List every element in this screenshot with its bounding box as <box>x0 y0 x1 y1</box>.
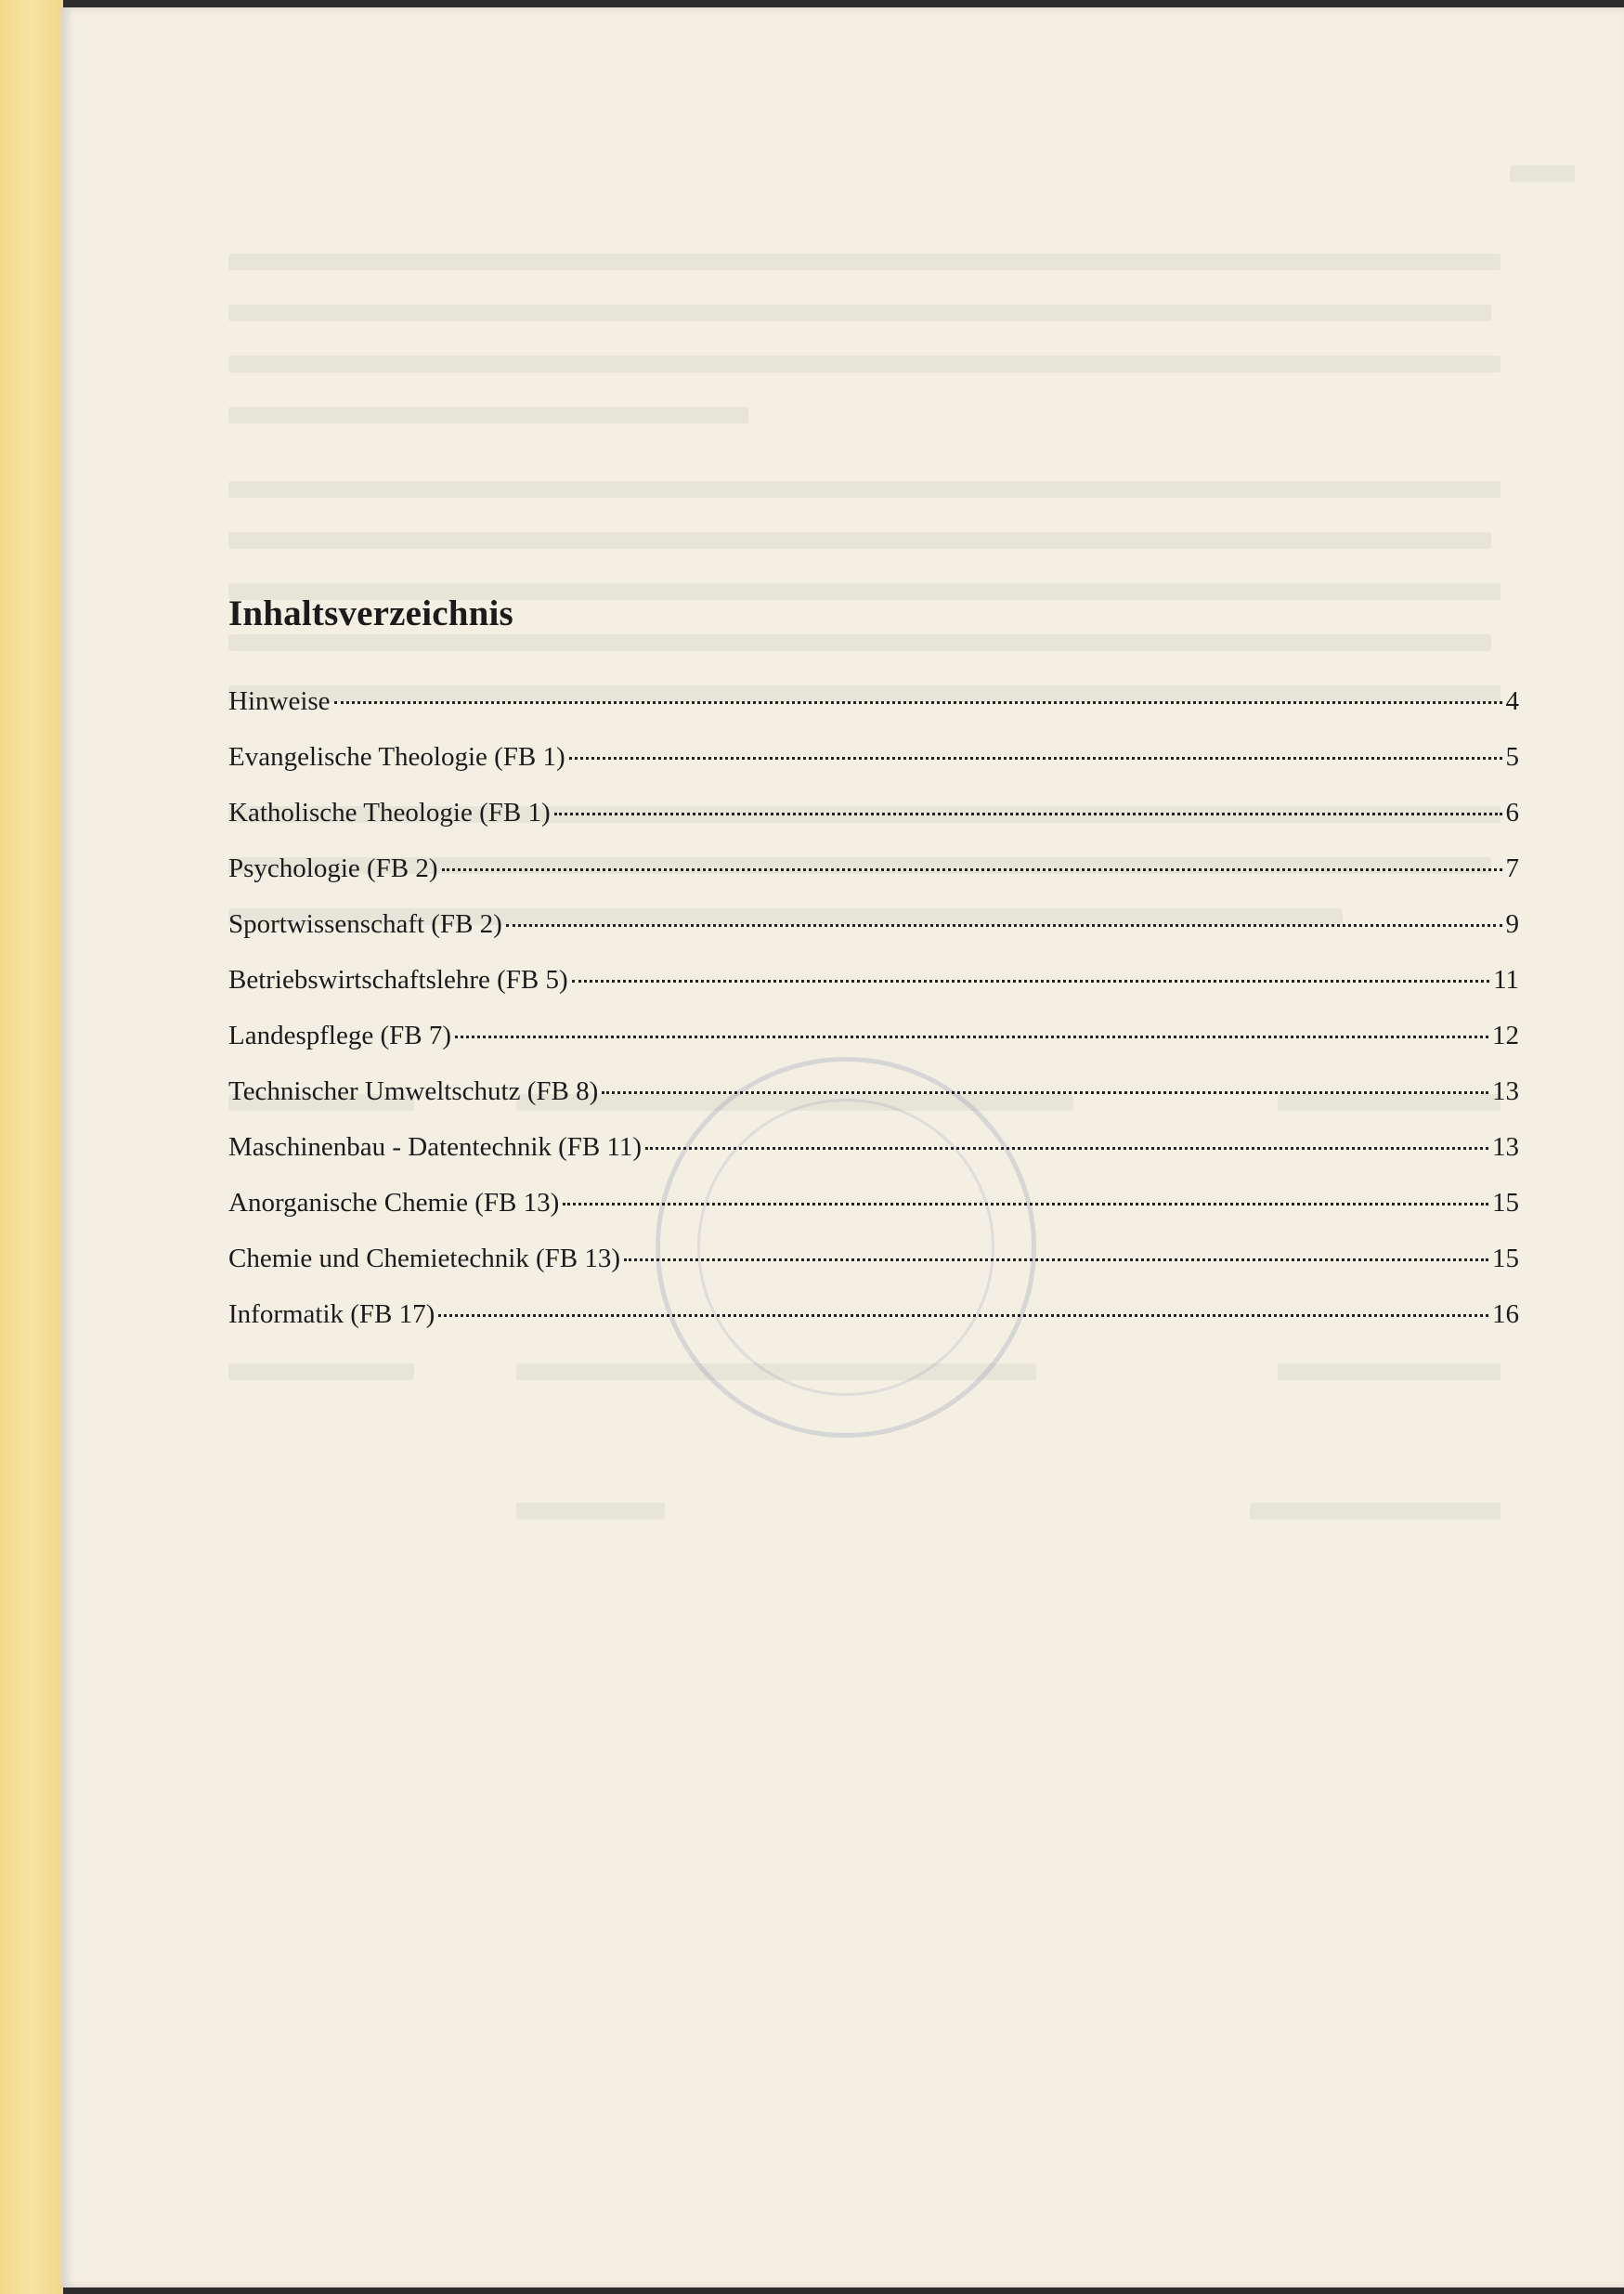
toc-entry <box>228 853 1519 908</box>
toc-entry <box>228 1131 1519 1187</box>
toc-entry <box>228 1298 1519 1354</box>
toc-entry-label: Sportwissenschaft (FB 2) <box>228 909 502 939</box>
toc-entry <box>228 964 1519 1020</box>
toc-entry-page: 13 <box>1492 1076 1519 1106</box>
dot-leader <box>506 924 1502 927</box>
toc-entry <box>228 741 1519 797</box>
toc-entry-label: Landespflege (FB 7) <box>228 1021 451 1050</box>
toc-entry-page: 12 <box>1492 1021 1519 1050</box>
dot-leader <box>569 757 1502 760</box>
toc-entry <box>228 1075 1519 1131</box>
dot-leader <box>442 868 1502 871</box>
dot-leader <box>455 1036 1488 1038</box>
toc-entry-label: Informatik (FB 17) <box>228 1299 435 1329</box>
toc-entry-label: Evangelische Theologie (FB 1) <box>228 742 565 772</box>
toc-entry-label: Betriebswirtschaftslehre (FB 5) <box>228 965 568 995</box>
toc-entry-page: 4 <box>1505 686 1519 716</box>
document-page <box>61 7 1624 2287</box>
toc-entry-label: Hinweise <box>228 686 331 716</box>
dot-leader <box>334 701 1502 704</box>
toc-entry-page: 16 <box>1492 1299 1519 1329</box>
toc-entry-page: 6 <box>1505 798 1519 828</box>
dot-leader <box>563 1203 1488 1206</box>
dot-leader <box>602 1091 1488 1094</box>
toc-entry-page: 15 <box>1492 1188 1519 1218</box>
dot-leader <box>645 1147 1488 1150</box>
toc-entry <box>228 1243 1519 1298</box>
toc-entry <box>228 685 1519 741</box>
toc-entry-label: Maschinenbau - Datentechnik (FB 11) <box>228 1132 643 1162</box>
toc-entry-label: Psychologie (FB 2) <box>228 854 438 883</box>
toc-entry <box>228 797 1519 853</box>
toc-title: Inhaltsverzeichnis <box>228 593 513 633</box>
toc-entry-page: 13 <box>1492 1132 1519 1162</box>
toc-entry-label: Katholische Theologie (FB 1) <box>228 798 551 828</box>
toc-entry-page: 5 <box>1505 742 1519 772</box>
toc-entry-page: 9 <box>1505 909 1519 939</box>
table-of-contents <box>228 593 1519 1354</box>
dot-leader <box>572 980 1489 983</box>
toc-entry <box>228 1020 1519 1075</box>
dot-leader <box>438 1314 1488 1317</box>
toc-entry <box>228 908 1519 964</box>
yellow-cover-edge <box>0 0 63 2294</box>
dot-leader <box>554 813 1502 815</box>
toc-entry-label: Anorganische Chemie (FB 13) <box>228 1188 560 1218</box>
toc-entry-page: 15 <box>1492 1244 1519 1273</box>
toc-list <box>228 685 1519 1354</box>
toc-entry <box>228 1187 1519 1243</box>
toc-entry-page: 11 <box>1493 965 1519 995</box>
toc-entry-label: Chemie und Chemietechnik (FB 13) <box>228 1244 621 1273</box>
toc-entry-page: 7 <box>1505 854 1519 883</box>
toc-entry-label: Technischer Umweltschutz (FB 8) <box>228 1076 599 1106</box>
dot-leader <box>624 1258 1488 1261</box>
